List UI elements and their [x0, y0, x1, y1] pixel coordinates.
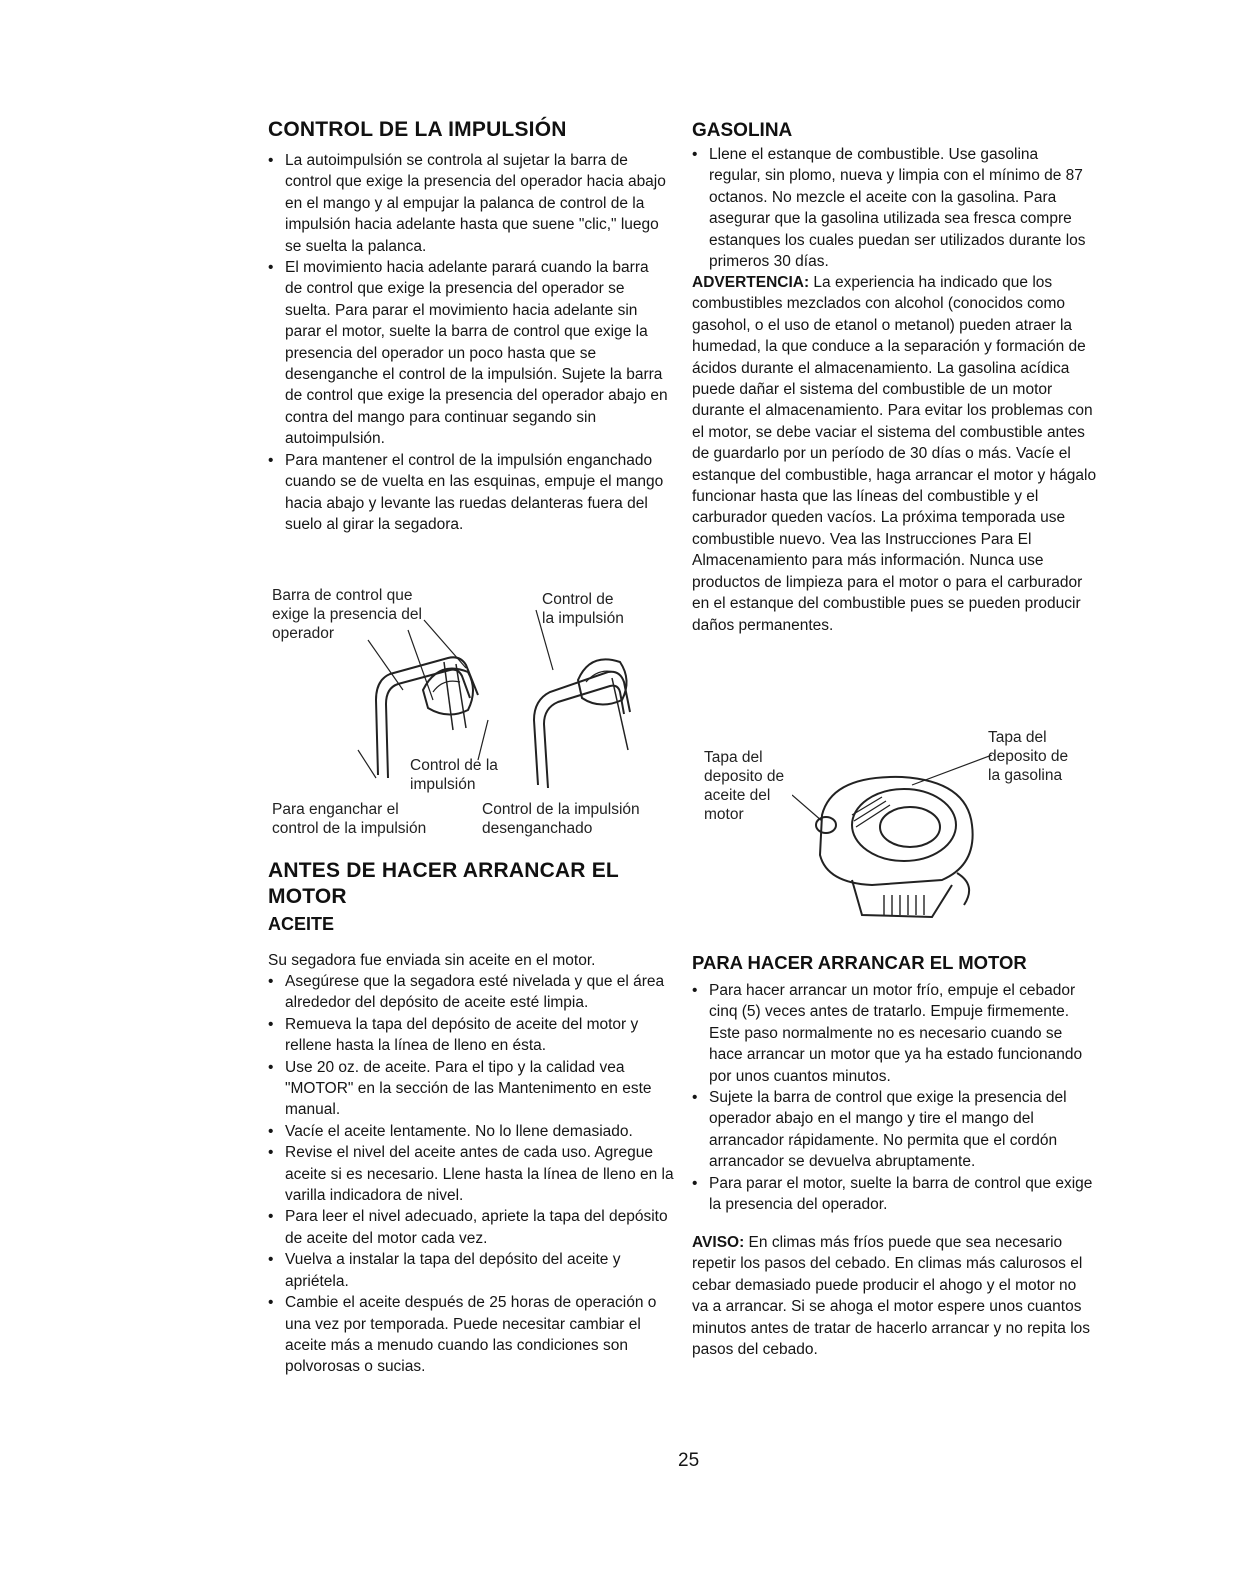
caption-disengaged: Control de la impulsión desenganchado	[482, 801, 640, 837]
label-drive-control-mid: Control de la impulsión	[410, 757, 498, 793]
label-fuel-cap: Tapa del deposito de la gasolina	[988, 729, 1069, 784]
notice-text: En climas más fríos puede que sea necesario repetir los pasos del cebado. En climas más calurosos el cebar demasiado puede producir el ahogo y el motor no va a arrancar. Si se ahoga el motor espere unos cuantos minutos antes de tratar de hacerlo arrancar y no repita los pasos del cebado.	[692, 1234, 1091, 1359]
label-operator-bar: Barra de control que exige la presencia del operador	[272, 587, 422, 642]
list-item: • Para hacer arrancar un motor frío, empuje el cebador cinq (5) veces antes de tratarlo. Empuje firmemente. Este paso normalmente no es necesario cuando se hace arrancar un motor que ya ha estado funcionando por unos cuantos minutos.	[692, 980, 1097, 1087]
list-item: • Asegúrese que la segadora esté nivelada y que el área alrededor del depósito de aceite esté limpia.	[268, 971, 678, 1014]
aceite-bullet-list	[268, 971, 678, 1378]
list-item: • Llene el estanque de combustible. Use gasolina regular, sin plomo, nueva y limpia con el mínimo de 87 octanos. No mezcle el aceite con la gasolina. Para asegurar que la gasolina utilizada sea fresca compre estanques los cuales puedan ser utilizados durante los primeros 30 días.	[692, 144, 1092, 272]
list-item: • Use 20 oz. de aceite. Para el tipo y la calidad vea "MOTOR" en la sección de las Mantenimento en este manual.	[268, 1057, 678, 1121]
antes-heading: ANTES DE HACER ARRANCAR EL MOTOR	[268, 859, 619, 908]
list-item: • Remueva la tapa del depósito de aceite del motor y rellene hasta la línea de lleno en ésta.	[268, 1014, 678, 1057]
label-drive-control-top: Control de la impulsión	[542, 591, 624, 627]
list-item: • Para parar el motor, suelte la barra de control que exige la presencia del operador.	[692, 1173, 1097, 1216]
list-item: • Vacíe el aceite lentamente. No lo llene demasiado.	[268, 1121, 678, 1142]
label-oil-cap: Tapa del deposito de aceite del motor	[704, 749, 785, 823]
list-item: • La autoimpulsión se controla al sujetar la barra de control que exige la presencia del operador hacia abajo en el mango y al empujar la palanca de control de la impulsión hacia adelante hasta que suene "clic," luego se suelta la palanca.	[268, 150, 668, 257]
gasolina-warning	[692, 272, 1097, 636]
list-item: • El movimiento hacia adelante parará cuando la barra de control que exige la presencia del operador se suelta. Para parar el movimiento hacia adelante sin parar el motor, suelte la barra de control que exige la presencia del operador un poco hasta que se desenganche el control de la impulsión. Sujete la barra de control que exige la presencia del operador abajo en contra del mango para continuar segando sin autoimpulsión.	[268, 257, 668, 450]
list-item: • Para leer el nivel adecuado, apriete la tapa del depósito de aceite del motor cada vez.	[268, 1206, 678, 1249]
notice-label: AVISO:	[692, 1234, 745, 1251]
arrancar-heading: PARA HACER ARRANCAR EL MOTOR	[692, 952, 1027, 973]
caption-engage: Para enganchar el control de la impulsión	[272, 801, 427, 837]
drive-control-illustration	[328, 600, 668, 800]
impulsion-bullet-list	[268, 150, 668, 535]
warning-label: ADVERTENCIA:	[692, 274, 810, 291]
arrancar-bullet-list	[692, 980, 1097, 1215]
aceite-subheading: ACEITE	[268, 914, 335, 934]
aceite-intro: Su segadora fue enviada sin aceite en el motor.	[268, 952, 596, 969]
page-number: 25	[678, 1450, 700, 1471]
engine-illustration	[792, 755, 992, 925]
list-item: • Cambie el aceite después de 25 horas de operación o una vez por temporada. Puede necesitar cambiar el aceite más a menudo cuando las condiciones son polvorosas o sucias.	[268, 1292, 678, 1378]
list-item: • Revise el nivel del aceite antes de cada uso. Agregue aceite si es necesario. Llene hasta la línea de lleno en la varilla indicadora de nivel.	[268, 1142, 678, 1206]
gasolina-heading: GASOLINA	[692, 120, 793, 141]
impulsion-heading: CONTROL DE LA IMPULSIÓN	[268, 118, 567, 141]
gasolina-bullet-list	[692, 144, 1092, 272]
list-item: • Sujete la barra de control que exige la presencia del operador abajo en el mango y tire el mango del arrancador rápidamente. No permita que el cordón arrancador se devuelva abruptamente.	[692, 1087, 1097, 1173]
list-item: • Para mantener el control de la impulsión enganchado cuando se de vuelta en las esquinas, empuje el mango hacia abajo y levante las ruedas delanteras fuera del suelo al girar la segadora.	[268, 450, 668, 536]
list-item: • Vuelva a instalar la tapa del depósito del aceite y apriétela.	[268, 1249, 678, 1292]
arrancar-notice	[692, 1232, 1092, 1360]
warning-text: La experiencia ha indicado que los combustibles mezclados con alcohol (conocidos como gasohol, o el uso de etanol o metanol) pueden atraer la humedad, la que conduce a la separación y formación de ácidos durante el almacenamiento. La gasolina acídica puede dañar el sistema del combustible de un motor durante el almacenamiento. Para evitar los problemas con el motor, se debe vaciar el sistema del combustible antes de guardarlo por un período de 30 días o más. Vacíe el estanque del combustible, haga arrancar el motor y hágalo funcionar hasta que las líneas del combustible y el carburador queden vacíos. La próxima temporada use combustible nuevo. Vea las Instrucciones Para El Almacenamiento para más información. Nunca use productos de limpieza para el motor o para el carburador en el estanque del combustible pues se pueden producir daños permanentes.	[692, 274, 1097, 634]
